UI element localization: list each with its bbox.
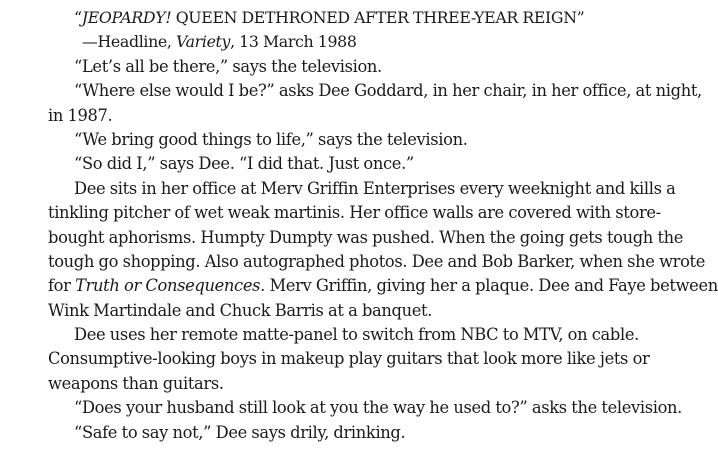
- text-line: “Does your husband still look at you the way he used to?” asks the television.: [74, 398, 683, 418]
- text-line: Wink Martindale and Chuck Barris at a banquet.: [48, 300, 433, 320]
- text-line: Dee uses her remote matte-panel to switch from NBC to MTV, on cable.: [74, 325, 639, 345]
- text-line: “We bring good things to life,” says the television.: [74, 129, 468, 149]
- text-line: “So did I,” says Dee. “I did that. Just once.”: [74, 154, 414, 174]
- show-title-italic: Truth or Consequences: [75, 276, 261, 296]
- epigraph-attribution: —Headline, Variety, 13 March 1988: [82, 32, 357, 52]
- text-line: bought aphorisms. Humpty Dumpty was pushed. When the going gets tough the: [48, 227, 684, 247]
- text-line: for Truth or Consequences. Merv Griffin, giving her a plaque. Dee and Faye between: [48, 276, 718, 296]
- text-line: tinkling pitcher of wet weak martinis. Her office walls are covered with store-: [48, 203, 661, 223]
- text-line: tough go shopping. Also autographed photos. Dee and Bob Barker, when she wrote: [48, 251, 706, 271]
- document-page: [48, 6, 718, 445]
- epigraph-headline: “JEOPARDY! QUEEN DETHRONED AFTER THREE-YEAR REIGN”: [74, 8, 585, 27]
- text-line: “Safe to say not,” Dee says drily, drinking.: [74, 422, 406, 442]
- epigraph-source-title: Variety: [175, 32, 231, 52]
- text-line: Dee sits in her office at Merv Griffin Enterprises every weeknight and kills a: [74, 178, 676, 198]
- text-line: in 1987.: [48, 105, 113, 125]
- text-line: Consumptive-looking boys in makeup play guitars that look more like jets or: [48, 349, 650, 369]
- text-line: “Let’s all be there,” says the television.: [74, 56, 382, 76]
- epigraph-show-title: JEOPARDY!: [81, 8, 172, 27]
- text-line: “Where else would I be?” asks Dee Goddard, in her chair, in her office, at night,: [74, 81, 702, 101]
- text-line: weapons than guitars.: [48, 373, 224, 393]
